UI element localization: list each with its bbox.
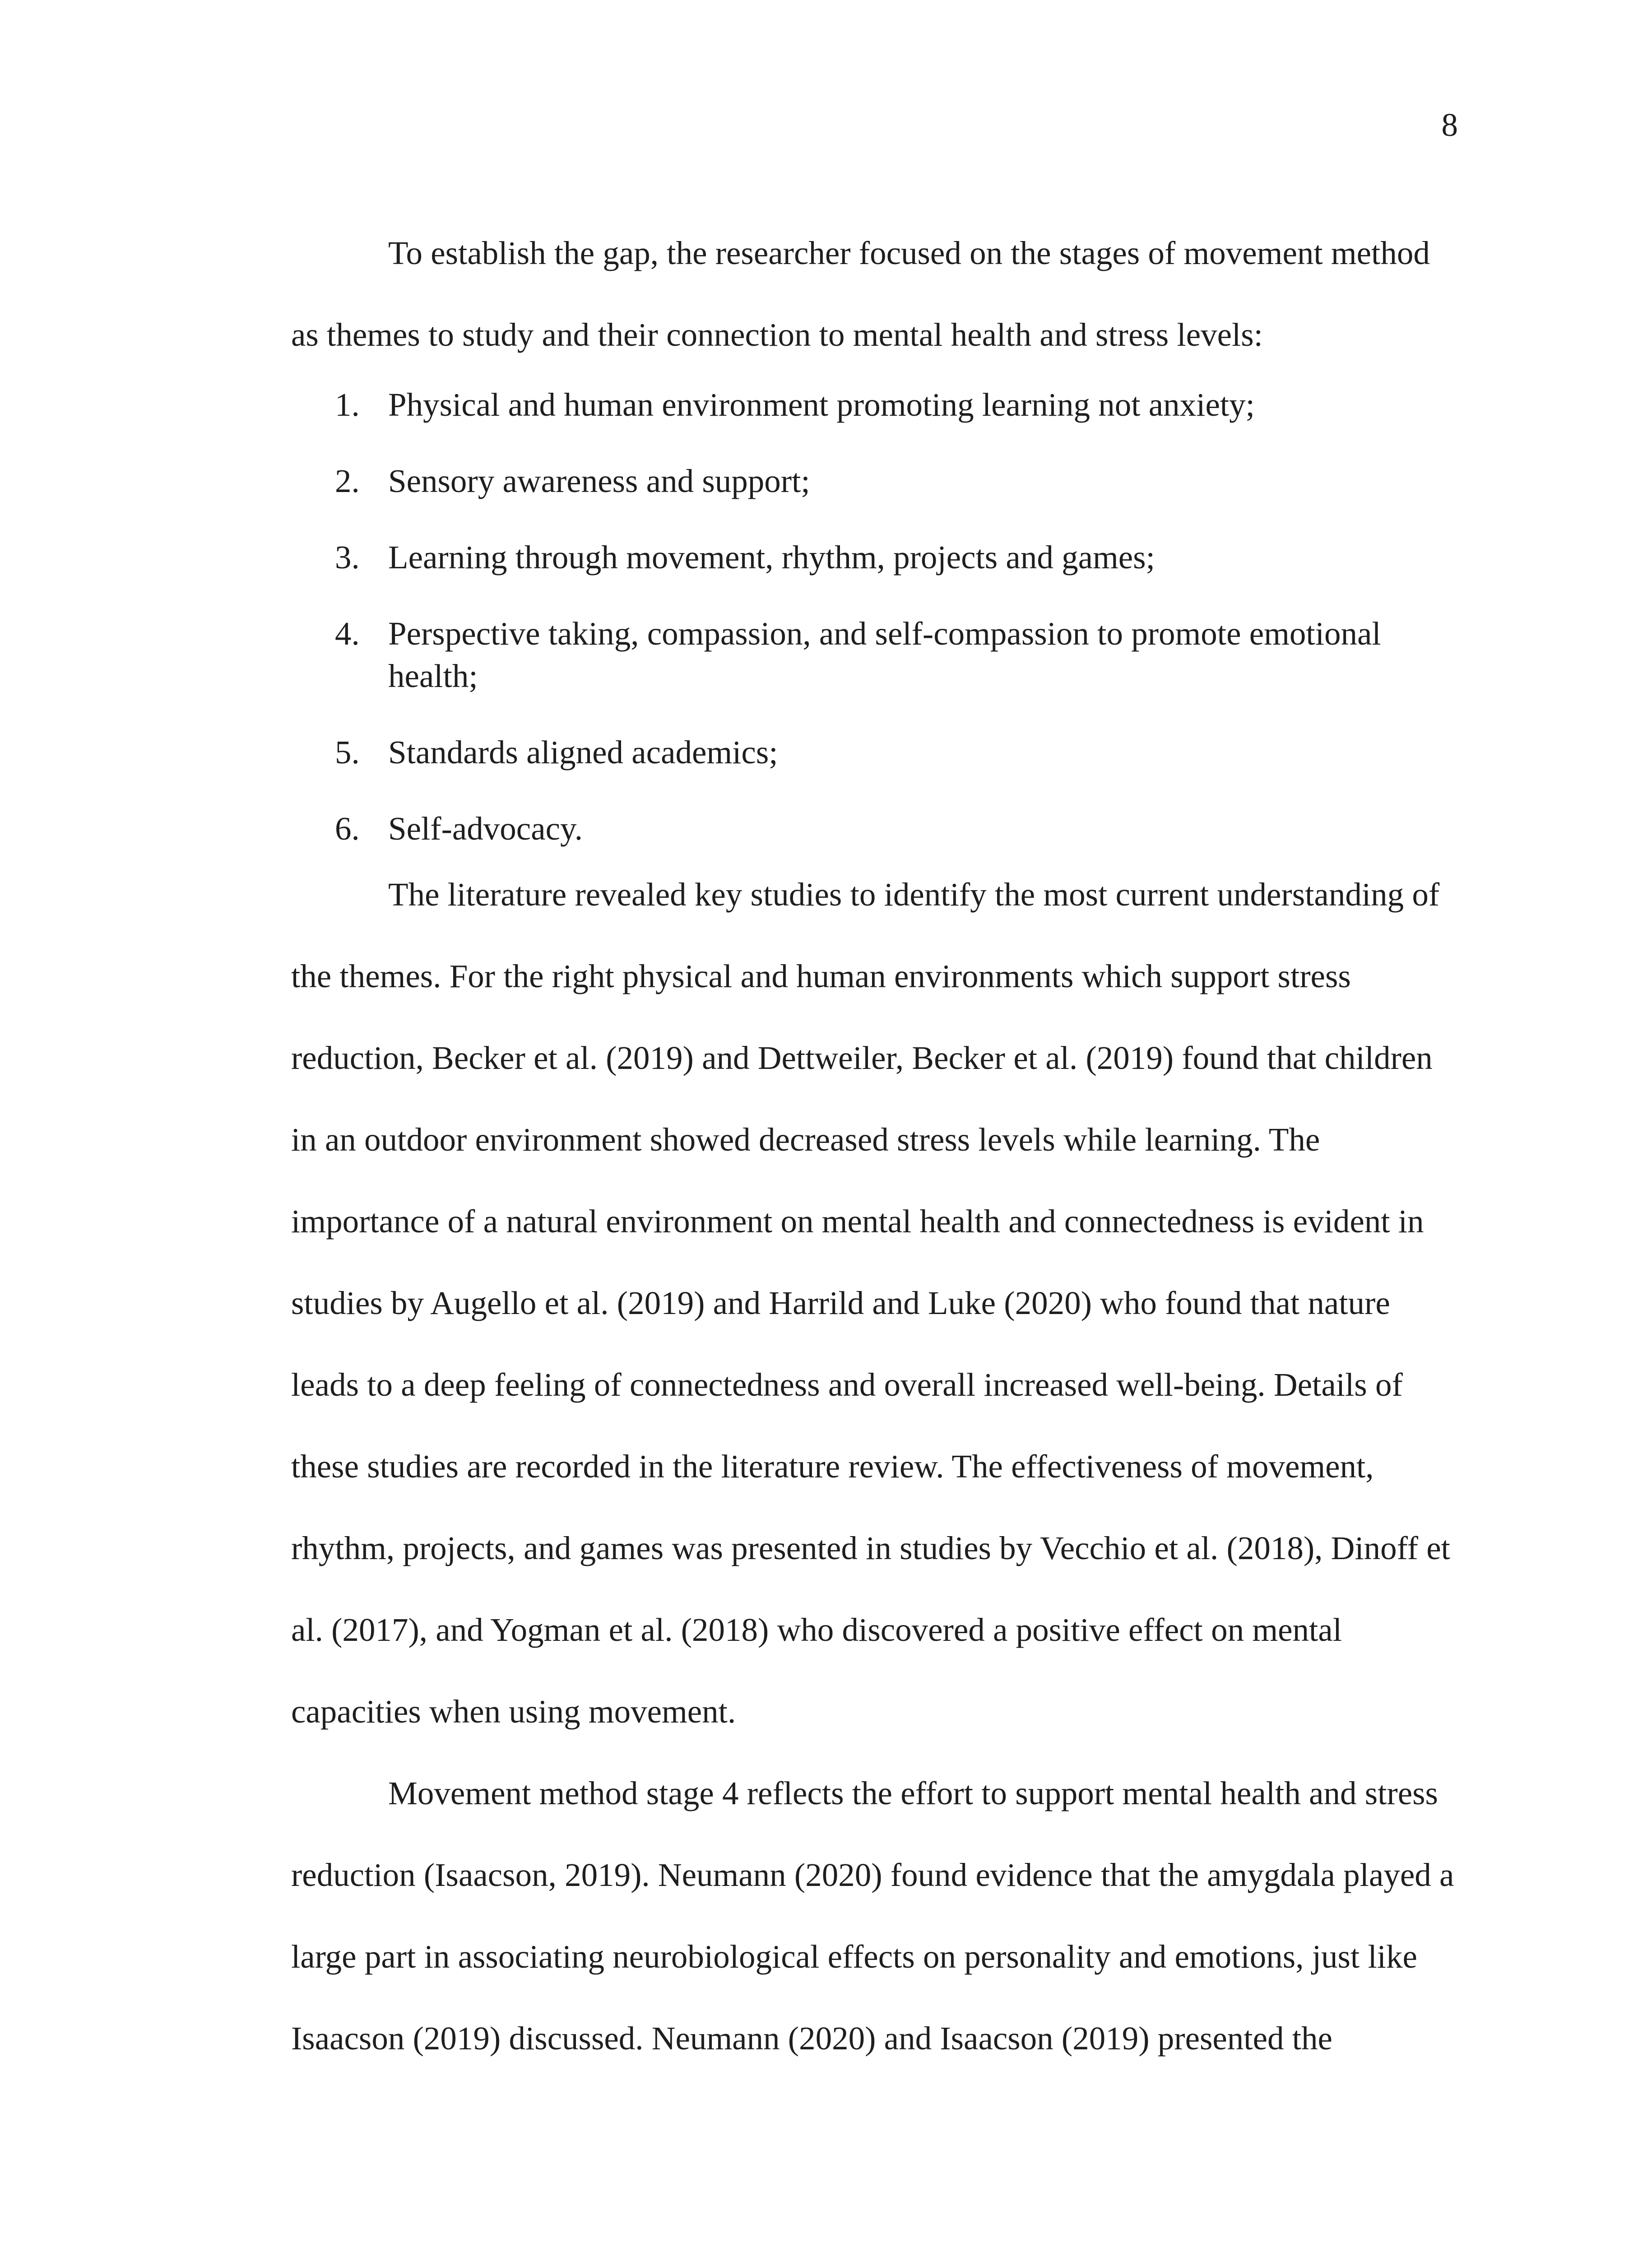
- body-text: [291, 212, 1465, 2079]
- themes-list: [335, 384, 1465, 850]
- list-item-text: Perspective taking, compassion, and self-compassion to promote emotional health;: [388, 615, 1381, 694]
- list-item-text: Physical and human environment promoting learning not anxiety;: [388, 386, 1255, 423]
- list-item: [335, 731, 1465, 774]
- literature-paragraph: The literature revealed key studies to identify the most current understanding of the themes. For the right physical and human environments which support stress reduction, Becker et al. (2019) and Dettweiler, Becker et al. (2019) found that children in an outdoor environment showed decreased stress levels while learning. The importance of a natural environment on mental health and connectedness is evident in studies by Augello et al. (2019) and Harrild and Luke (2020) who found that nature leads to a deep feeling of connectedness and overall increased well-being. Details of these studies are recorded in the literature review. The effectiveness of movement, rhythm, projects, and games was presented in studies by Vecchio et al. (2018), Dinoff et al. (2017), and Yogman et al. (2018) who discovered a positive effect on mental capacities when using movement.: [291, 876, 1450, 1730]
- list-item-number: 6.: [335, 810, 360, 847]
- intro-paragraph: To establish the gap, the researcher focused on the stages of movement method as themes to study and their connection to mental health and stress levels:: [291, 235, 1430, 353]
- list-item-number: 1.: [335, 386, 360, 423]
- list-item-number: 5.: [335, 734, 360, 771]
- page-number: 8: [1441, 107, 1458, 143]
- stage4-paragraph: Movement method stage 4 reflects the effort to support mental health and stress reduction (Isaacson, 2019). Neumann (2020) found evidence that the amygdala played a large part in associating neurobiological effects on personality and emotions, just like Isaacson (2019) discussed. Neumann (2020) and Isaacson (2019) presented the: [291, 1775, 1454, 2057]
- list-item: [335, 808, 1465, 850]
- list-item-text: Learning through movement, rhythm, projects and games;: [388, 539, 1155, 576]
- list-item: [335, 536, 1465, 579]
- list-item-text: Self-advocacy.: [388, 810, 583, 847]
- list-item: [335, 460, 1465, 502]
- list-item-number: 3.: [335, 539, 360, 576]
- list-item: [335, 384, 1465, 426]
- list-item-text: Sensory awareness and support;: [388, 463, 810, 499]
- list-item-text: Standards aligned academics;: [388, 734, 778, 771]
- list-item-number: 4.: [335, 615, 360, 652]
- list-item-number: 2.: [335, 463, 360, 499]
- list-item: [335, 613, 1465, 697]
